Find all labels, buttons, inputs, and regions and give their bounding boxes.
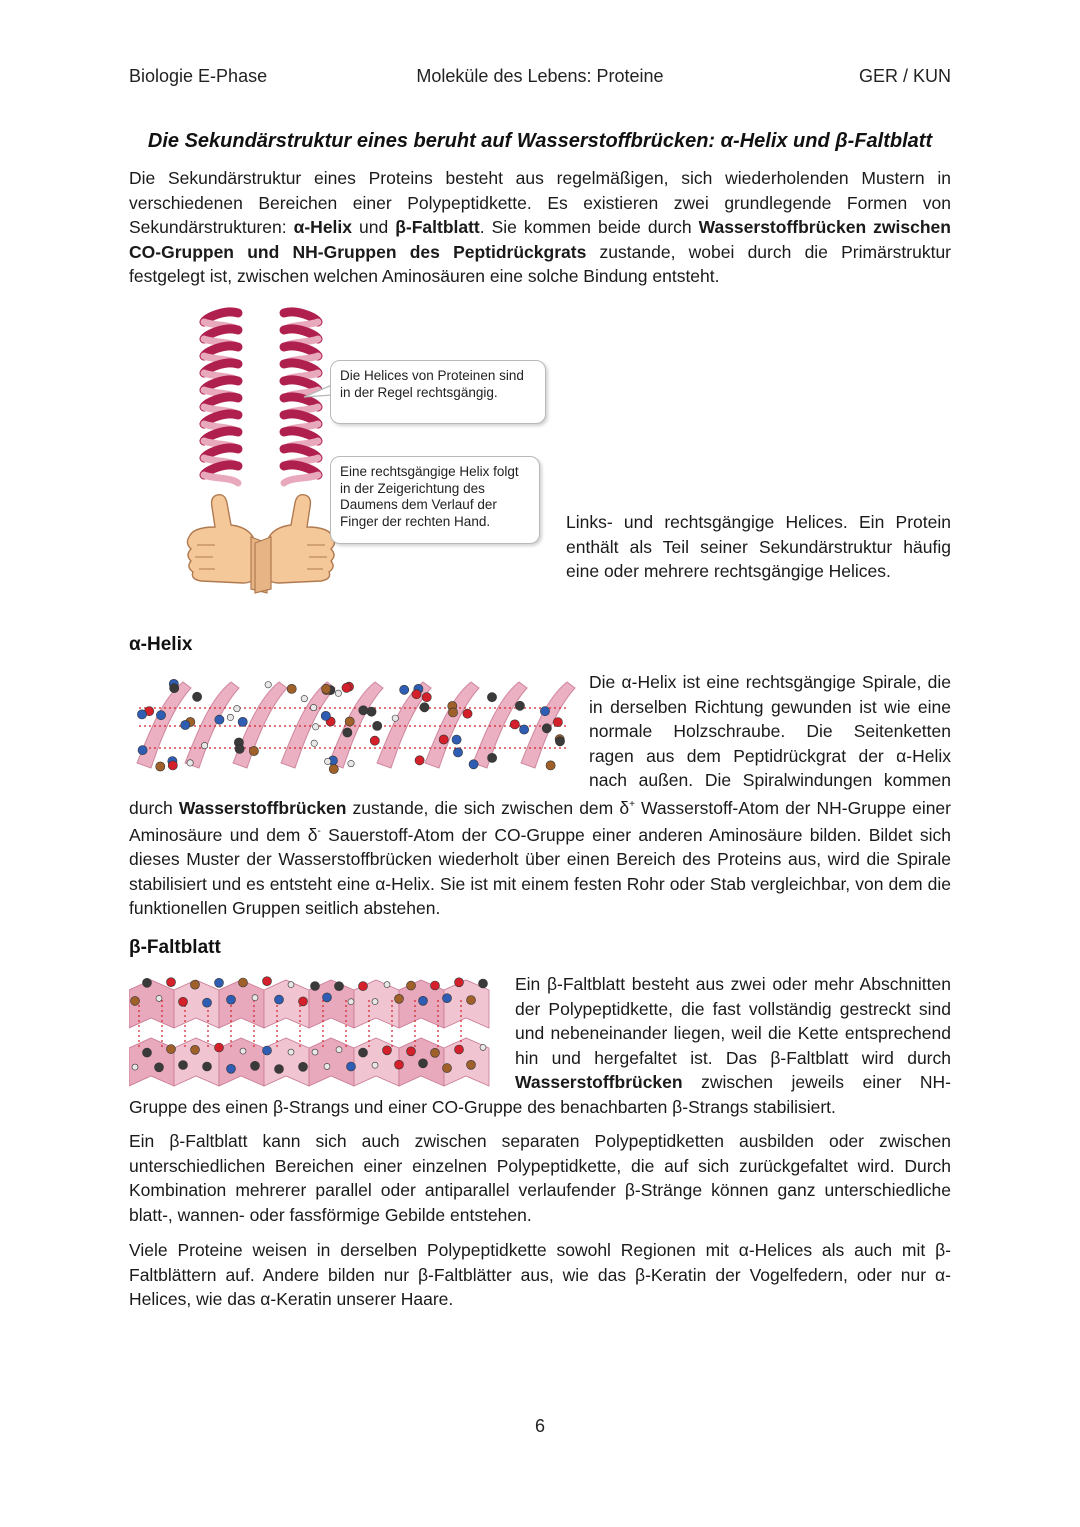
speech-bubble-thumb-rule: Eine rechtsgängige Helix folgt in der Zeigerichtung des Daumens dem Verlauf der Finger der rechten Hand. [330,456,540,544]
heading-alpha-helix: α-Helix [129,634,193,655]
speech-bubble-right-handed: Die Helices von Proteinen sind in der Regel rechtsgängig. [330,360,546,424]
right-handed-helix [284,312,318,483]
helix-handedness-figure [129,305,549,605]
heading-beta-sheet: β-Faltblatt [129,937,221,958]
section-title: Die Sekundärstruktur eines beruht auf Wasserstoffbrücken: α-Helix und β-Faltblatt [147,130,933,152]
page-number: 6 [534,1416,545,1436]
intro-paragraph: Die Sekundärstruktur eines Proteins besteht aus regelmäßigen, sich wiederholenden Mustern in verschiedenen Bereichen einer Polypeptidkette. Es existieren zwei grundlegende Formen von Sekundärstrukturen: α-Helix und β-Faltblatt. Sie kommen beide durch Wasserstoffbrücken zwischen CO-Gruppen und NH-Gruppen des Peptidrückgrats zustande, wobei durch die Primärstruktur festgelegt ist, zwischen welchen Aminosäuren eine solche Bindung entsteht. [129,168,952,286]
wrist [255,537,271,593]
thumbs-up-right-hand [255,495,335,593]
alpha-helix-paragraph: Die α-Helix ist eine rechtsgängige Spirale, die in derselben Richtung gewunden ist wie eine normale Holzschraube. Die Seitenketten ragen aus dem Peptidrückgrat der α-Helix nach außen. Die Spiralwindungen kommen durch Wasserstoffbrücken zustande, die sich zwischen dem δ+ Wasserstoff-Atom der NH-Gruppe einer Aminosäure und dem δ- Sauerstoff-Atom der CO-Gruppe einer anderen Aminosäure bilden. Bildet sich dieses Muster der Wasserstoffbrücken wiederholt über einen Bereich des Proteins aus, wird die Spirale stabilisiert und es entsteht eine α-Helix. Sie ist mit einem festen Rohr oder Stab vergleichbar, von dem die funktionellen Gruppen seitlich abstehen. [129,672,951,919]
header-authors: GER / KUN [858,66,951,86]
header-topic: Moleküle des Lebens: Proteine [416,66,664,86]
beta-sheet-paragraph: Ein β-Faltblatt besteht aus zwei oder mehr Abschnitten der Polypeptidkette, die fast vollständig gestreckt sind und nebeneinander liegen, weil die Kette entsprechend hin und hergefaltet ist. Das β-Faltblatt wird durch Wasserstoffbrücken zwischen jeweils einer NH-Gruppe des einen β-Strangs und einer CO-Gruppe des benachbarten β-Strangs stabilisiert. [129,974,951,1117]
header-course: Biologie E-Phase [129,66,268,86]
figure-caption-helices: Links- und rechtsgängige Helices. Ein Protein enthält als Teil seiner Sekundärstruktur häufig eine oder mehrere rechtsgängige Helices. [566,512,951,581]
hand-shape [187,495,257,583]
summary-paragraph: Viele Proteine weisen in derselben Polypeptidkette sowohl Regionen mit α-Helices als auch mit β-Faltblättern auf. Andere bilden nur β-Faltblätter aus, wie das β-Keratin der Vogelfedern, oder nur α-Helices, wie das α-Keratin unserer Haare. [129,1240,951,1309]
beta-sheet-paragraph-2: Ein β-Faltblatt kann sich auch zwischen separaten Polypeptidketten ausbilden oder zwischen unterschiedlichen Bereichen einer einzelnen Polypeptidkette, die auf sich zurückgefaltet wird. Durch Kombination mehrerer parallel oder antiparallel verlaufender β-Stränge können ganz unterschiedliche blatt-, wannen- oder fassförmige Gebilde entstehen. [129,1131,951,1225]
left-handed-helix [204,312,238,483]
hand-shape [265,495,335,583]
